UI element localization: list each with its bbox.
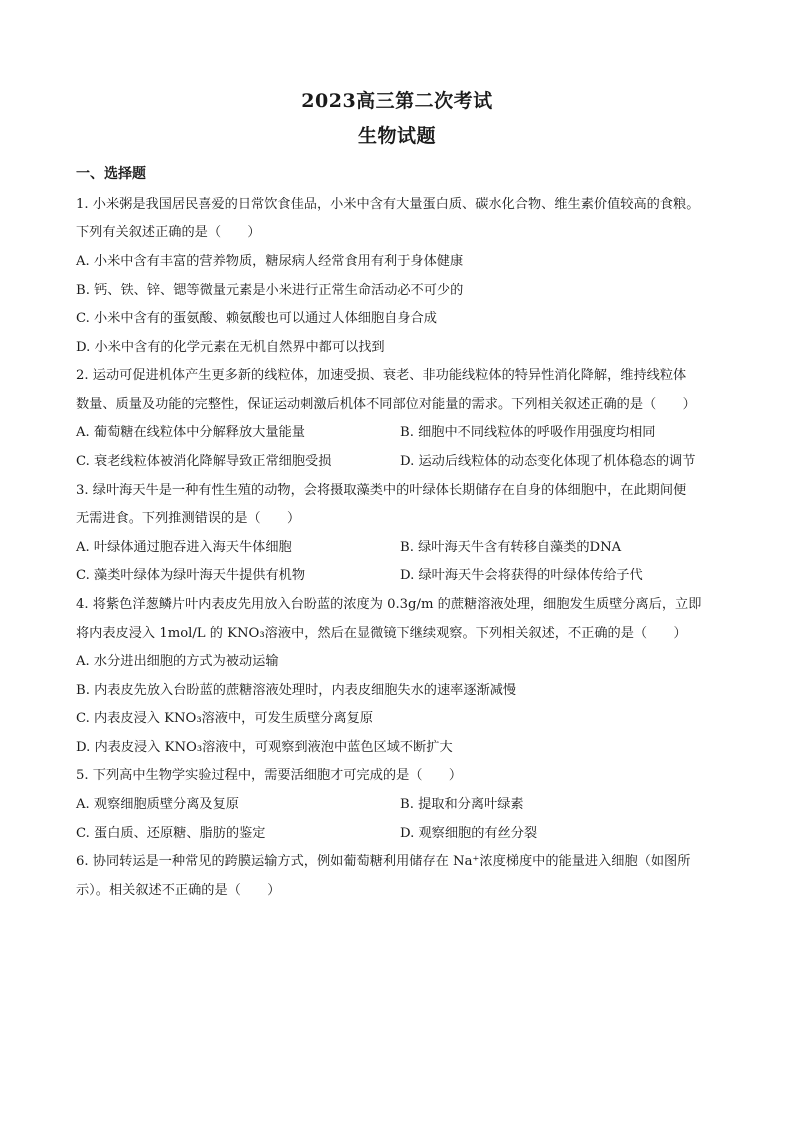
question-3-option-d: D. 绿叶海天牛会将获得的叶绿体传给子代 [400, 568, 643, 583]
question-5-option-c: C. 蛋白质、还原糖、脂肪的鉴定 [76, 826, 266, 841]
question-4-option-c: C. 内表皮浸入 KNO₃溶液中，可发生质壁分离复原 [76, 711, 374, 726]
question-1-stem-line-1: 1. 小米粥是我国居民喜爱的日常饮食佳品，小米中含有大量蛋白质、碳水化合物、维生素价值较高的食粮。 [76, 197, 700, 212]
question-3-option-a: A. 叶绿体通过胞吞进入海天牛体细胞 [76, 540, 292, 555]
question-1-option-d: D. 小米中含有的化学元素在无机自然界中都可以找到 [76, 340, 385, 355]
question-2-option-c: C. 衰老线粒体被消化降解导致正常细胞受损 [76, 454, 332, 469]
question-4-option-a: A. 水分进出细胞的方式为被动运输 [76, 654, 279, 669]
question-3-stem-line-2: 无需进食。下列推测错误的是（ ） [76, 511, 301, 526]
question-3-option-c: C. 藻类叶绿体为绿叶海天牛提供有机物 [76, 568, 306, 583]
question-6-stem-line-1: 6. 协同转运是一种常见的跨膜运输方式，例如葡萄糖利用储存在 Na⁺浓度梯度中的能量进入细胞（如图所 [76, 854, 691, 869]
question-6-stem-line-2: 示）。相关叙述不正确的是（ ） [76, 883, 281, 898]
question-5-stem-line-1: 5. 下列高中生物学实验过程中，需要活细胞才可完成的是（ ） [76, 768, 463, 783]
question-2-option-d: D. 运动后线粒体的动态变化体现了机体稳态的调节 [400, 454, 696, 469]
question-4-option-d: D. 内表皮浸入 KNO₃溶液中，可观察到液泡中蓝色区域不断扩大 [76, 740, 453, 755]
question-1-option-b: B. 钙、铁、锌、锶等微量元素是小米进行正常生命活动必不可少的 [76, 283, 464, 298]
question-1-option-c: C. 小米中含有的蛋氨酸、赖氨酸也可以通过人体细胞自身合成 [76, 311, 437, 326]
question-2-stem-line-1: 2. 运动可促进机体产生更多新的线粒体，加速受损、衰老、非功能线粒体的特异性消化降解，维持线粒体 [76, 368, 687, 383]
question-4-option-b: B. 内表皮先放入台盼蓝的蔗糖溶液处理时，内表皮细胞失水的速率逐渐减慢 [76, 683, 517, 698]
question-5-option-a: A. 观察细胞质壁分离及复原 [76, 797, 239, 812]
question-1-stem-line-2: 下列有关叙述正确的是（ ） [76, 225, 261, 240]
question-5-option-b: B. 提取和分离叶绿素 [400, 797, 524, 812]
question-5-option-d: D. 观察细胞的有丝分裂 [400, 826, 538, 841]
question-3-option-b: B. 绿叶海天牛含有转移自藻类的DNA [400, 540, 622, 555]
question-1-option-a: A. 小米中含有丰富的营养物质，糖尿病人经常食用有利于身体健康 [76, 254, 464, 269]
page-subtitle: 生物试题 [357, 125, 436, 147]
page-title: 2023高三第二次考试 [301, 90, 493, 112]
question-4-stem-line-2: 将内表皮浸入 1mol/L 的 KNO₃溶液中，然后在显微镜下继续观察。下列相关叙述，不正确的是（ ） [76, 626, 687, 641]
question-2-option-b: B. 细胞中不同线粒体的呼吸作用强度均相同 [400, 425, 656, 440]
question-2-option-a: A. 葡萄糖在线粒体中分解释放大量能量 [76, 425, 305, 440]
question-2-stem-line-2: 数量、质量及功能的完整性，保证运动刺激后机体不同部位对能量的需求。下列相关叙述正确的是（ ） [76, 397, 696, 412]
question-4-stem-line-1: 4. 将紫色洋葱鳞片叶内表皮先用放入台盼蓝的浓度为 0.3g/m 的蔗糖溶液处理，细胞发生质壁分离后，立即 [76, 597, 702, 612]
section-heading: 一、选择题 [76, 166, 146, 182]
question-3-stem-line-1: 3. 绿叶海天牛是一种有性生殖的动物，会将摄取藻类中的叶绿体长期储存在自身的体细胞中，在此期间便 [76, 483, 687, 498]
